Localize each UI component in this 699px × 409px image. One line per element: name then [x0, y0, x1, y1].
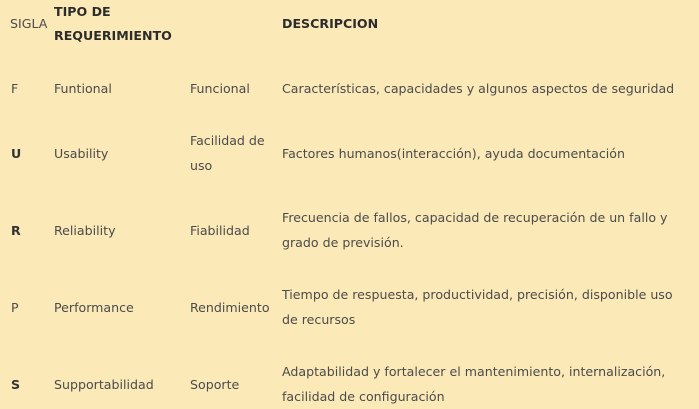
- row-u-spanish-line1: Facilidad de: [190, 133, 265, 148]
- row-p-english: Performance: [54, 300, 134, 315]
- row-f-sigla: F: [11, 81, 19, 96]
- row-s-description-line1: Adaptabilidad y fortalecer el mantenimiento, internalización,: [282, 364, 666, 379]
- row-r-description-line1: Frecuencia de fallos, capacidad de recuperación de un fallo y: [282, 210, 668, 225]
- row-r-spanish: Fiabilidad: [190, 223, 250, 238]
- row-u-spanish-line2: uso: [190, 158, 213, 173]
- row-f-description: Características, capacidades y algunos aspectos de seguridad: [282, 81, 675, 96]
- row-s-sigla: S: [11, 377, 21, 392]
- row-p-description-line1: Tiempo de respuesta, productividad, precisión, disponible uso: [282, 287, 673, 302]
- row-r-english: Reliability: [54, 223, 116, 238]
- header-tipo-line1: TIPO DE: [54, 4, 111, 19]
- row-p-spanish: Rendimiento: [190, 300, 270, 315]
- row-s-english: Supportabilidad: [54, 377, 154, 392]
- header-descripcion: DESCRIPCION: [282, 16, 379, 31]
- row-r-sigla: R: [11, 223, 21, 238]
- row-r-description-line2: grado de previsión.: [282, 235, 404, 250]
- header-sigla: SIGLA: [10, 16, 48, 31]
- row-p-sigla: P: [11, 300, 19, 315]
- row-u-english: Usability: [54, 146, 109, 161]
- row-s-description-line2: facilidad de configuración: [282, 389, 445, 404]
- header-tipo-line2: REQUERIMIENTO: [54, 28, 172, 43]
- row-s-spanish: Soporte: [190, 377, 240, 392]
- row-p-description-line2: de recursos: [282, 312, 356, 327]
- row-f-english: Funtional: [54, 81, 112, 96]
- row-u-description: Factores humanos(interacción), ayuda documentación: [282, 146, 625, 161]
- row-u-sigla: U: [11, 146, 22, 161]
- row-f-spanish: Funcional: [190, 81, 250, 96]
